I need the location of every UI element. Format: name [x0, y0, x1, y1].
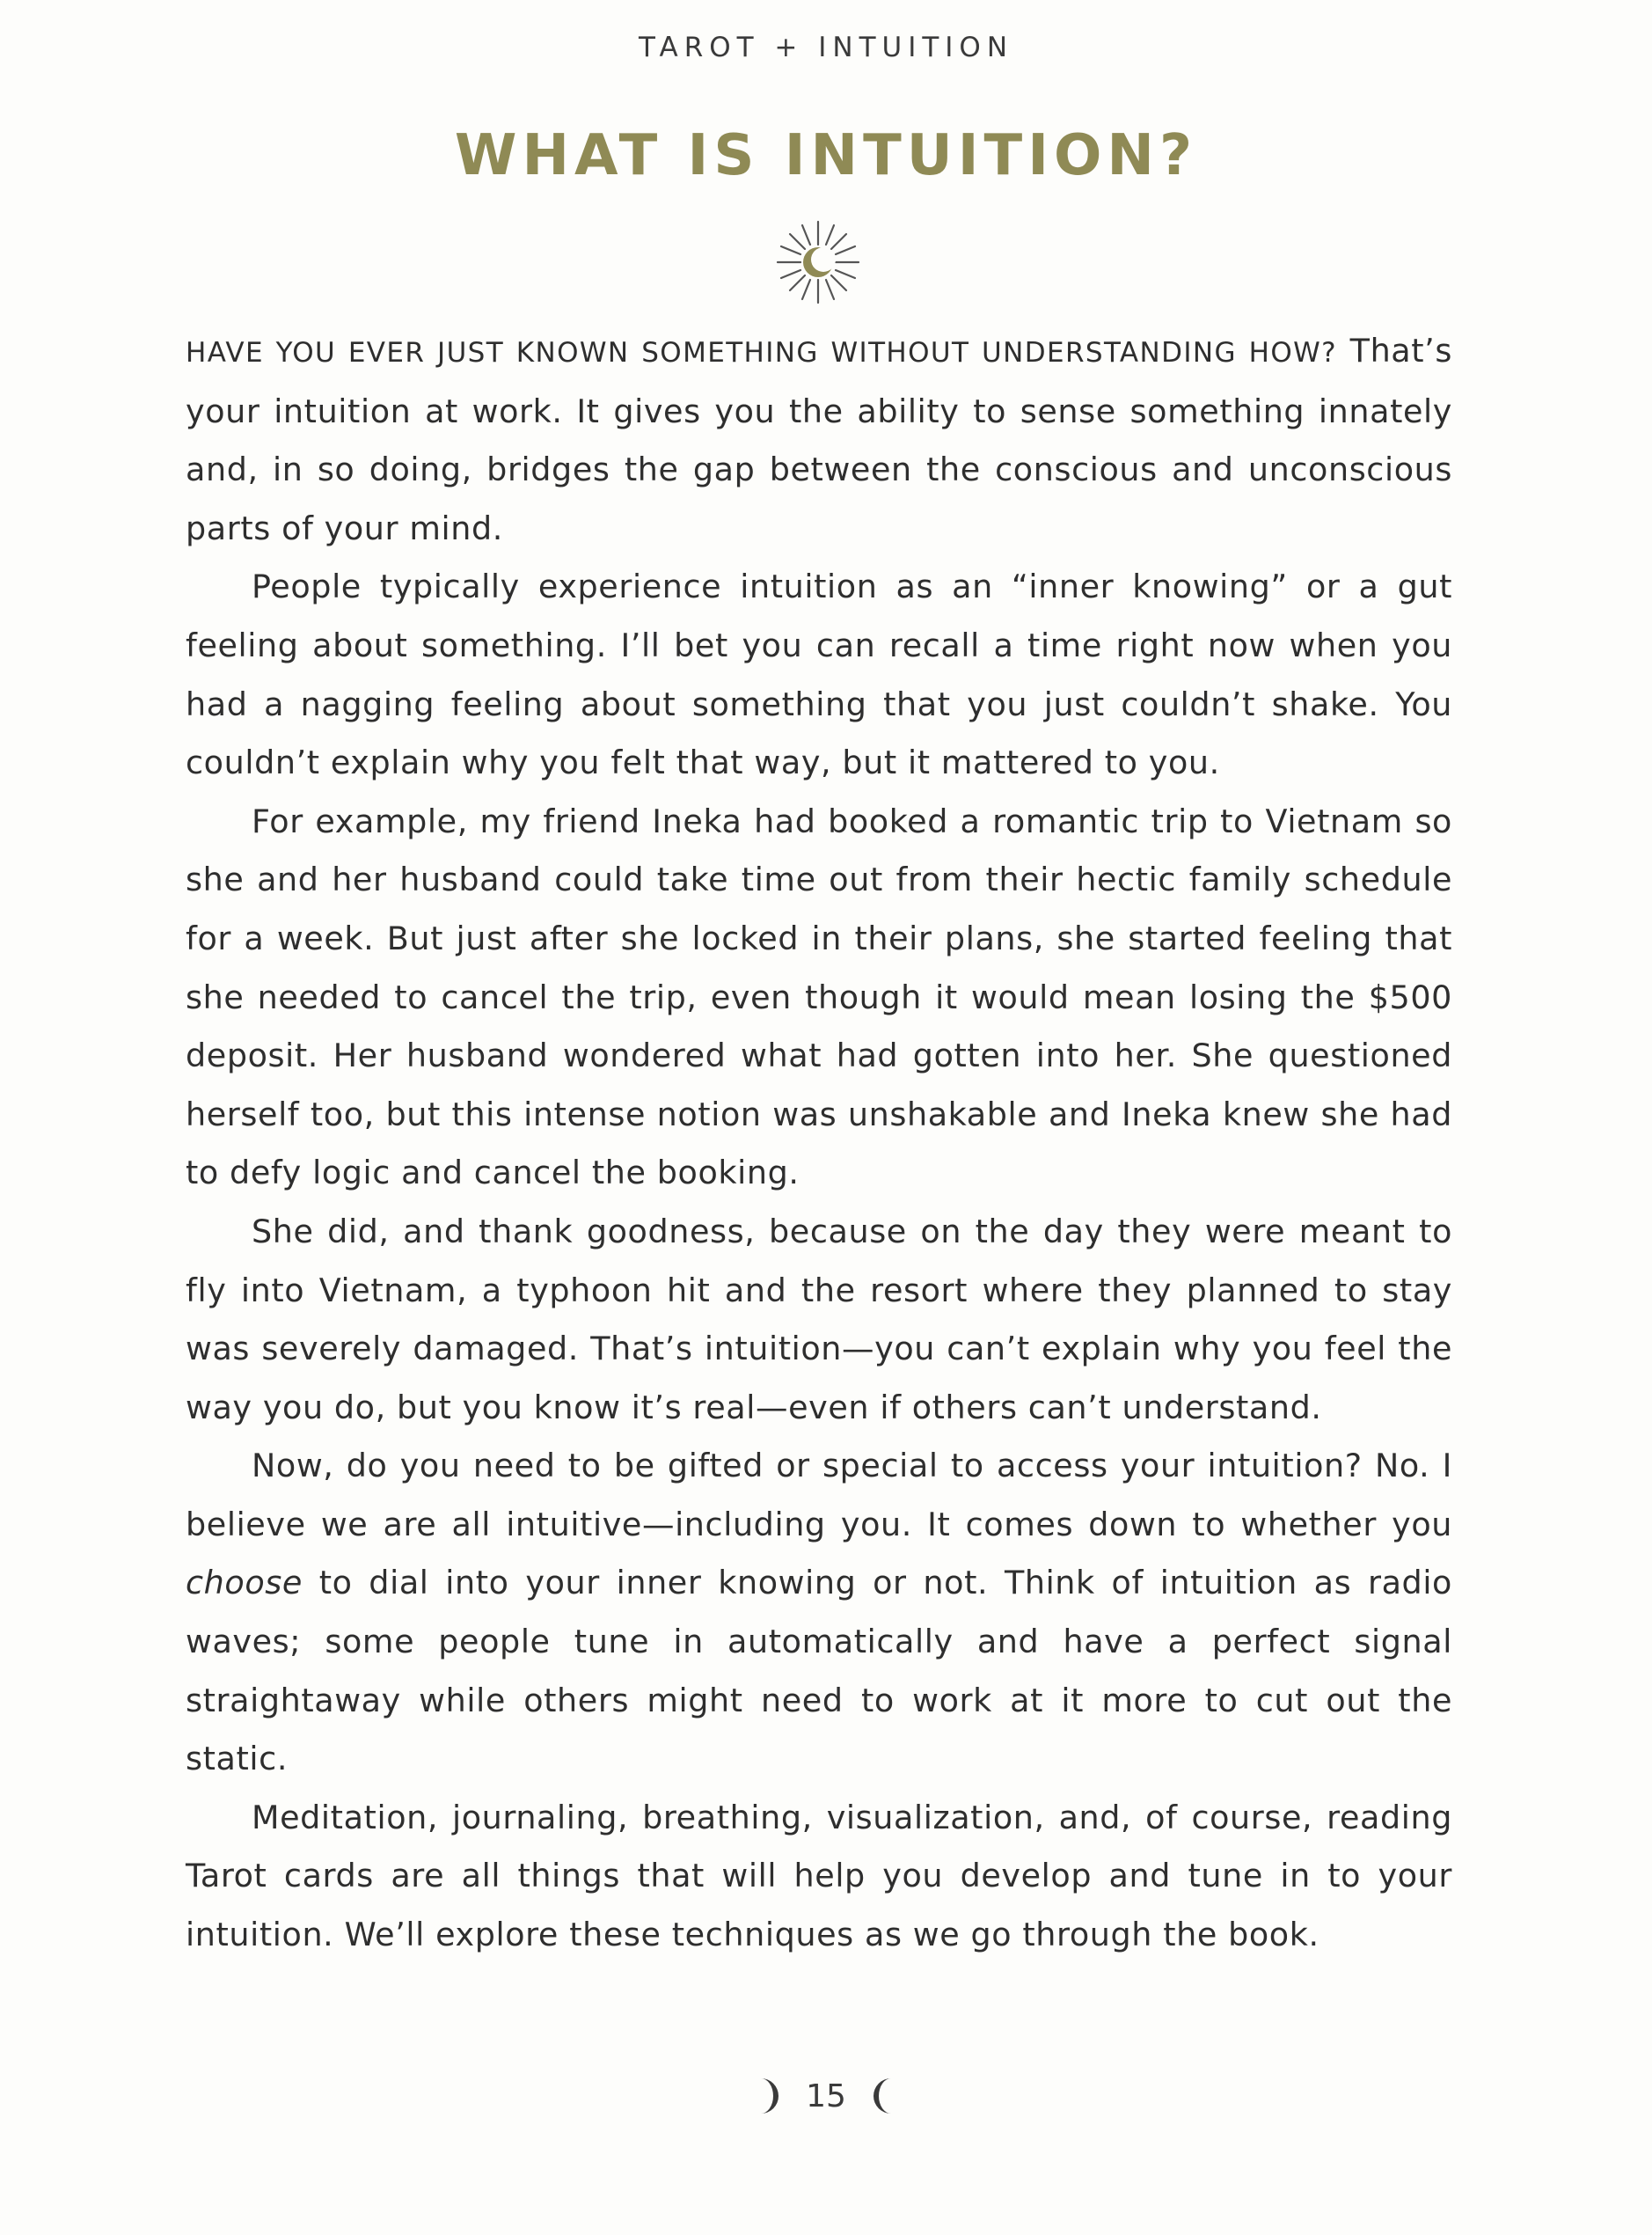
body-text: [186, 322, 1452, 1965]
crescent-moon-icon: [757, 2077, 790, 2113]
paragraph-3: For example, my friend Ineka had booked a romantic trip to Vietnam so she and her husband could take time out from their hectic family schedule for a week. But just after she locked in their plans, she started feeling that she needed to cancel the trip, even though it would mean losing the $500 deposit. Her husband wondered what had gotten into her. She questioned herself too, but this intense notion was unshakable and Ineka knew she had to defy logic and cancel the booking.: [186, 802, 1452, 1192]
paragraph-6: Meditation, journaling, breathing, visualization, and, of course, reading Tarot cards are all things that will help you develop and tune in to your intuition. We’ll explore these techniques as we go through the book.: [186, 1798, 1452, 1954]
paragraph-4: She did, and thank goodness, because on the day they were meant to fly into Vietnam, a typhoon hit and the resort where they planned to stay was severely damaged. That’s intuition—you can’t explain why you feel the way you do, but you know it’s real—even if others can’t understand.: [186, 1212, 1452, 1426]
crescent-moon-icon: [872, 2077, 895, 2113]
running-header: TAROT + INTUITION: [638, 32, 1014, 63]
paragraph-5-text-before: Now, do you need to be gifted or special to access your intuition? No. I believe we are all intuitive—including you. It comes down to whether you: [186, 1447, 1452, 1543]
page-number: 15: [806, 2077, 846, 2114]
sun-moon-icon: [774, 218, 862, 306]
paragraph-1: [186, 322, 1452, 558]
chapter-title: WHAT IS INTUITION?: [454, 123, 1198, 188]
paragraph-2: People typically experience intuition as an “inner knowing” or a gut feeling about something. I’ll bet you can recall a time right now when you had a nagging feeling about something that you just couldn’t shake. You couldn’t explain why you felt that way, but it mattered to you.: [186, 568, 1452, 782]
page-folio: [0, 2077, 1652, 2115]
paragraph-5: [186, 1437, 1452, 1789]
paragraph-5-text-after: to dial into your inner knowing or not. Think of intuition as radio waves; some people tune in automatically and have a perfect signal straightaway while others might need to work at it more to cut out the static.: [186, 1564, 1452, 1778]
paragraph-1-text: That’s your intuition at work. It gives you the ability to sense something innately and, in so doing, bridges the gap between the conscious and unconscious parts of your mind.: [186, 332, 1453, 547]
emphasis-choose: choose: [186, 1564, 303, 1602]
lead-in-caps: HAVE YOU EVER JUST KNOWN SOMETHING WITHOUT UNDERSTANDING HOW?: [186, 337, 1338, 369]
